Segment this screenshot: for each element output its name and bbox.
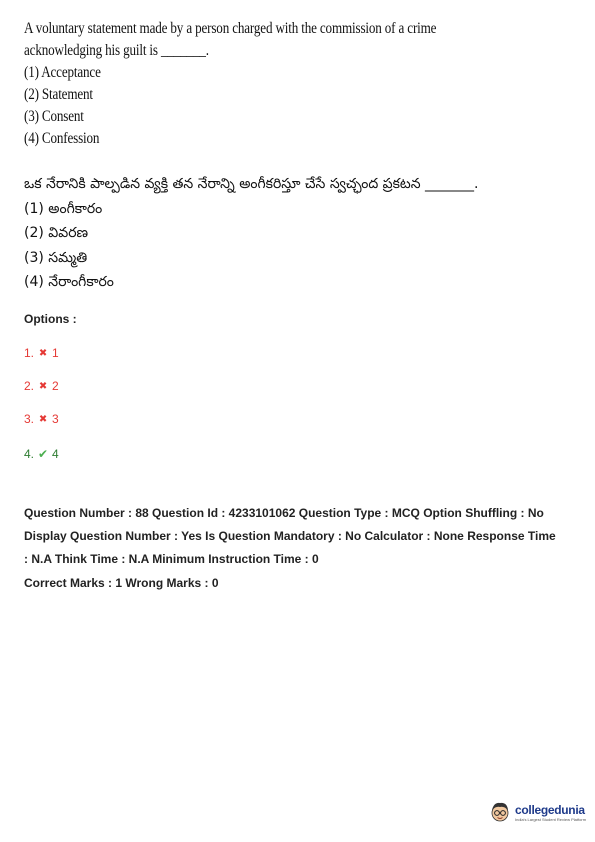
question-text-telugu: ఒక నేరానికి పాల్పడిన వ్యక్తి తన నేరాన్ని అంగీకరిస్తూ చేసే స్వచ్ఛంద ప్రకటన _______. [24, 176, 479, 192]
option-number: 3. [24, 412, 35, 426]
option-value: 1 [52, 346, 59, 360]
question-option-te: (4) నేరాంగీకారం [24, 274, 114, 290]
cross-icon: ✖ [38, 380, 48, 392]
logo-brand: collegedunia [515, 802, 585, 817]
check-icon: ✔ [38, 447, 49, 461]
cross-icon: ✖ [38, 347, 48, 359]
question-option-te: (3) సమ్మతి [24, 249, 88, 266]
options-heading: Options : [24, 312, 77, 326]
question-option-te: (2) వివరణ [24, 225, 89, 241]
option-value: 2 [52, 379, 59, 393]
option-1 [24, 346, 59, 360]
collegedunia-logo [488, 800, 586, 824]
metadata-line: : N.A Think Time : N.A Minimum Instruction Time : 0 [24, 552, 319, 566]
question-text-line: acknowledging his guilt is _______. [24, 42, 209, 59]
option-value: 4 [52, 447, 59, 461]
option-4 [24, 447, 59, 461]
question-english [24, 18, 564, 150]
question-telugu [24, 172, 564, 295]
option-value: 3 [52, 412, 59, 426]
mascot-icon [488, 800, 512, 824]
question-option-en: (4) Confession [24, 130, 100, 147]
option-number: 1. [24, 346, 35, 360]
question-option-en: (1) Acceptance [24, 64, 101, 81]
logo-tagline: India's Largest Student Review Platform [515, 816, 587, 822]
metadata-line: Question Number : 88 Question Id : 4233101062 Question Type : MCQ Option Shuffling : No [24, 506, 544, 520]
marks-line: Correct Marks : 1 Wrong Marks : 0 [24, 576, 219, 590]
cross-icon: ✖ [38, 413, 48, 425]
question-metadata [24, 502, 579, 571]
option-number: 4. [24, 447, 35, 461]
question-option-en: (2) Statement [24, 86, 93, 103]
question-option-en: (3) Consent [24, 108, 84, 125]
question-text-line: A voluntary statement made by a person charged with the commission of a crime [24, 20, 437, 37]
option-2 [24, 379, 59, 393]
metadata-line: Display Question Number : Yes Is Question Mandatory : No Calculator : None Response Time [24, 529, 556, 543]
option-3 [24, 412, 59, 426]
question-option-te: (1) అంగీకారం [24, 200, 103, 217]
option-number: 2. [24, 379, 35, 393]
